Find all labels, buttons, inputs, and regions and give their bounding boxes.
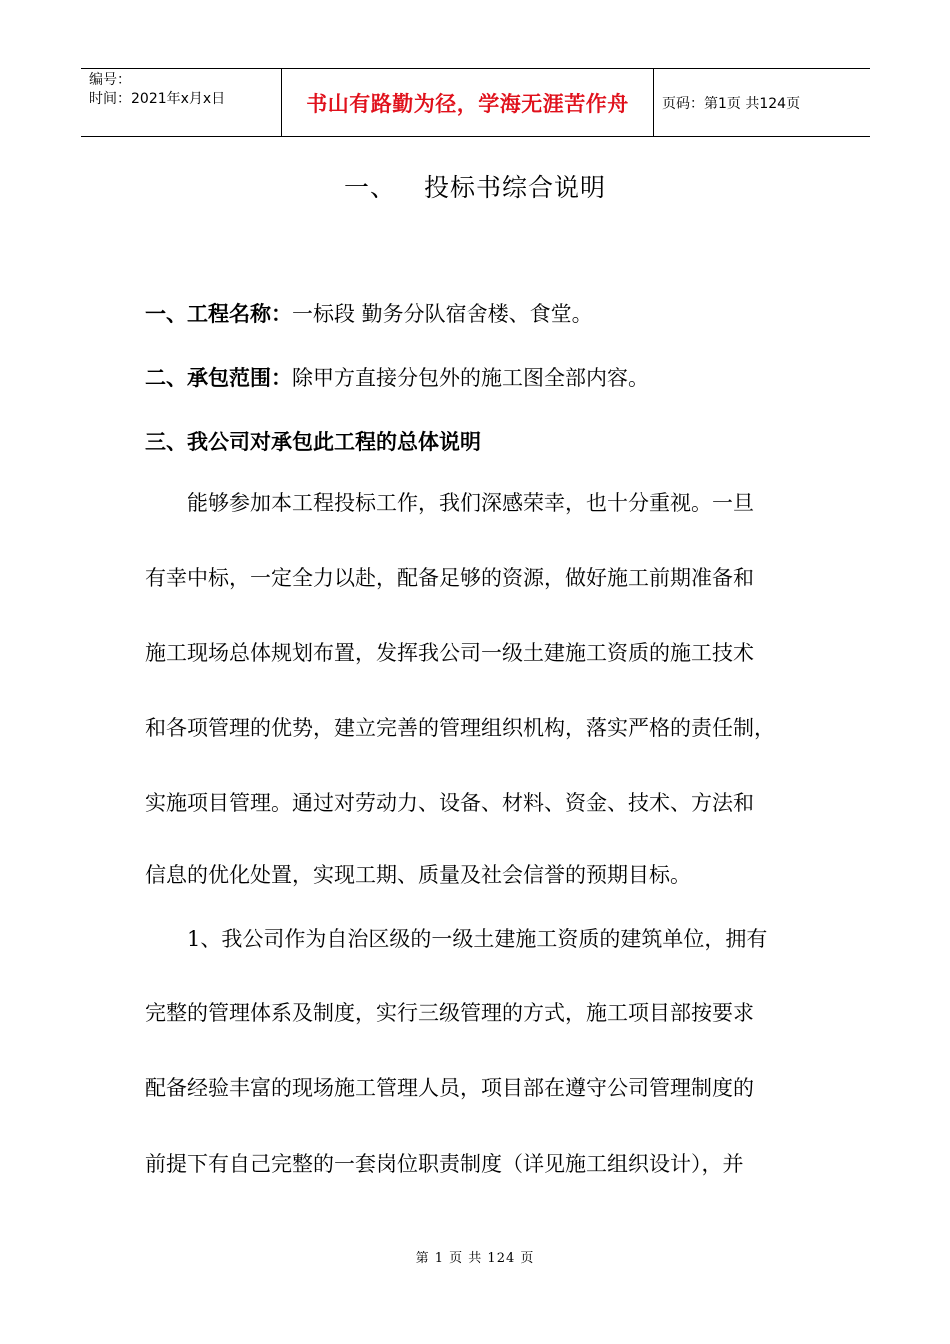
section-label: 二、承包范围： [145,366,292,390]
paragraph-line: 前提下有自己完整的一套岗位职责制度（详见施工组织设计），并 [145,1152,744,1176]
page-footer: 第 1 页 共 124 页 [415,1251,535,1266]
paragraph-line: 和各项管理的优势，建立完善的管理组织机构，落实严格的责任制， [145,716,775,740]
section-label: 一、工程名称： [145,302,292,326]
header-meta-cell [81,69,282,136]
title-number: 一、 [343,173,396,202]
header-table [81,68,870,137]
page-title [0,168,950,204]
paragraph-line: 完整的管理体系及制度，实行三级管理的方式，施工项目部按要求 [145,1001,754,1025]
paragraph-line: 施工现场总体规划布置，发挥我公司一级土建施工资质的施工技术 [145,641,754,665]
section-text: 除甲方直接分包外的施工图全部内容。 [292,366,649,390]
paragraph-line: 信息的优化处置，实现工期、质量及社会信誉的预期目标。 [145,863,691,887]
title-text: 投标书综合说明 [424,173,607,202]
header-motto: 书山有路勤为径，学海无涯苦作舟 [282,69,654,136]
paragraph-line: 实施项目管理。通过对劳动力、设备、材料、资金、技术、方法和 [145,791,754,815]
section-text: 一标段 勤务分队宿舍楼、食堂。 [292,302,593,326]
doc-number-label: 编号： [89,72,131,88]
section-heading: 三、我公司对承包此工程的总体说明 [145,430,481,454]
paragraph-line: 能够参加本工程投标工作，我们深感荣幸，也十分重视。一旦 [187,491,754,515]
section-project-name [145,298,835,328]
paragraph-line: 配备经验丰富的现场施工管理人员，项目部在遵守公司管理制度的 [145,1076,754,1100]
paragraph-line: 有幸中标，一定全力以赴，配备足够的资源，做好施工前期准备和 [145,566,754,590]
doc-time-label: 时间：2021年x月x日 [89,91,226,107]
paragraph-line: 1、我公司作为自治区级的一级土建施工资质的建筑单位，拥有 [187,927,768,951]
header-page-label: 页码：第1页 共124页 [662,95,801,112]
section-contract-scope [145,362,835,392]
section-overall-description [145,426,835,456]
